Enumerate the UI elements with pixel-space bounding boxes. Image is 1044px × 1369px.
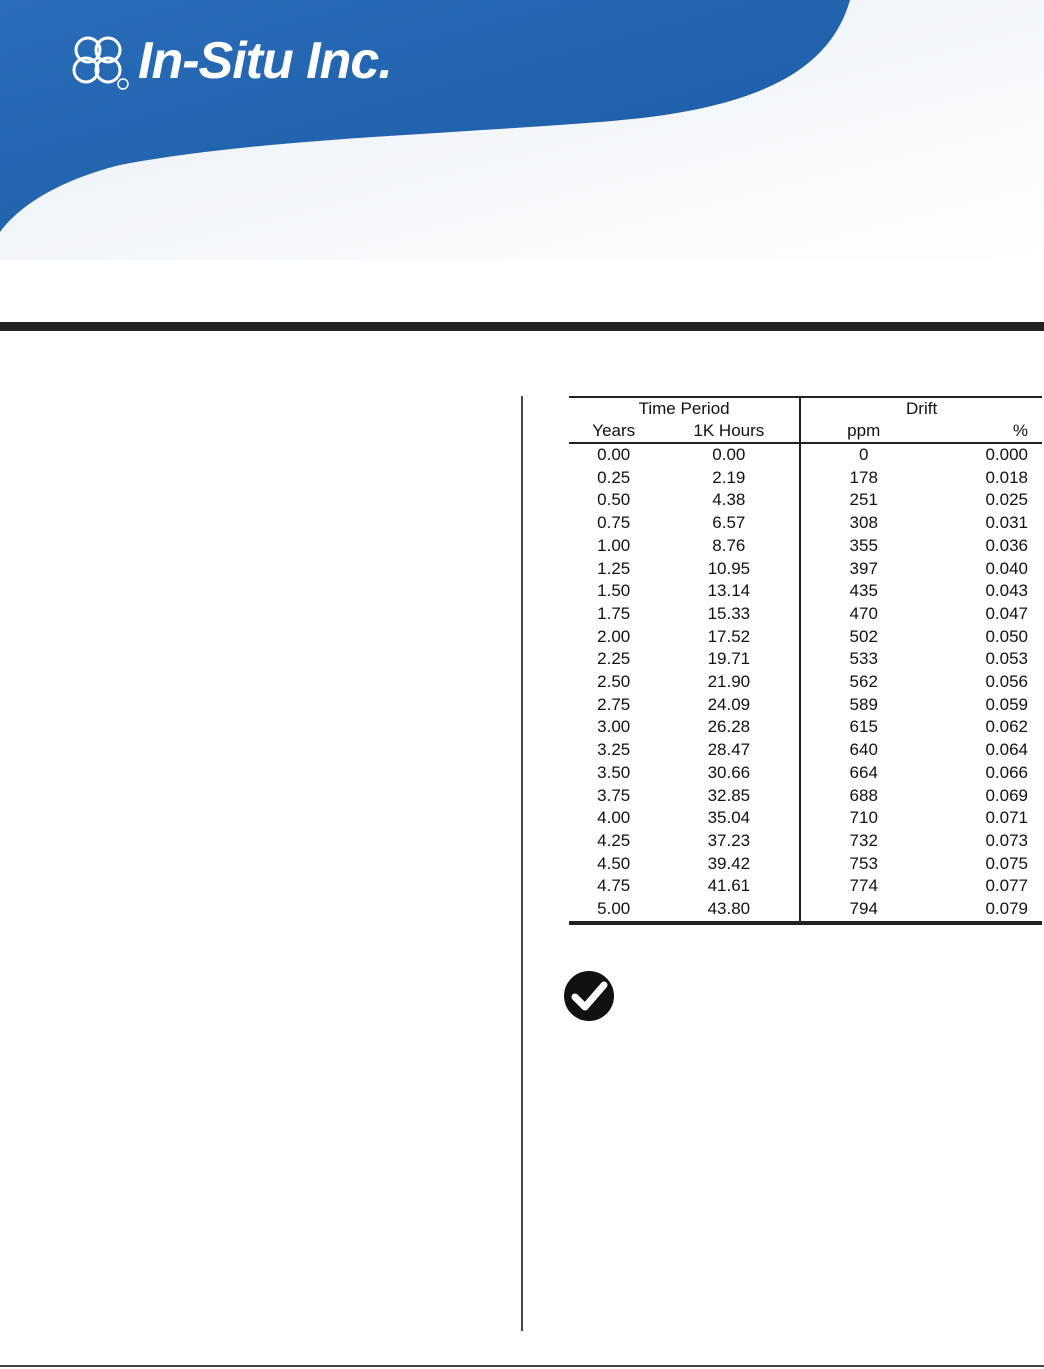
table-cell: 0.00 bbox=[712, 445, 746, 464]
table-row bbox=[569, 648, 1042, 671]
table-cell: 0.50 bbox=[597, 490, 631, 510]
table-row bbox=[569, 830, 1042, 853]
table-cell: 0.066 bbox=[985, 762, 1028, 782]
table-cell: 397 bbox=[800, 558, 926, 581]
table-cell: 24.09 bbox=[707, 694, 751, 714]
footer-rule bbox=[0, 1365, 1044, 1367]
drift-table bbox=[569, 396, 1042, 925]
table-cell: 6.57 bbox=[712, 513, 746, 533]
table-cell: 533 bbox=[800, 648, 926, 671]
table-cell: 0.071 bbox=[985, 808, 1028, 828]
table-row bbox=[569, 739, 1042, 762]
table-cell: 0.25 bbox=[597, 467, 631, 487]
table-cell: 2.19 bbox=[712, 467, 746, 487]
header-rule bbox=[0, 322, 1044, 331]
table-cell: 0.036 bbox=[985, 535, 1028, 555]
table-cell: 0.031 bbox=[985, 513, 1028, 533]
table-cell: 32.85 bbox=[707, 785, 751, 805]
table-cell: 0.077 bbox=[985, 876, 1028, 896]
table-cell: 2.75 bbox=[597, 694, 631, 714]
table-row bbox=[569, 467, 1042, 490]
table-cell: 2.25 bbox=[597, 649, 631, 669]
table-cell: 43.80 bbox=[707, 899, 751, 919]
table-row bbox=[569, 580, 1042, 603]
table-row bbox=[569, 694, 1042, 717]
table-row bbox=[569, 535, 1042, 558]
table-cell: 5.00 bbox=[597, 899, 631, 919]
table-row bbox=[569, 558, 1042, 581]
table-cell: 0.053 bbox=[985, 649, 1028, 669]
time-period-header: Time Period bbox=[638, 399, 730, 418]
table-cell: 0.75 bbox=[597, 513, 631, 533]
table-cell: 251 bbox=[800, 489, 926, 512]
table-cell: 0.075 bbox=[985, 853, 1028, 873]
table-row bbox=[569, 671, 1042, 694]
table-cell: 0.018 bbox=[985, 467, 1028, 487]
table-cell: 37.23 bbox=[707, 830, 751, 850]
table-cell: 615 bbox=[800, 716, 926, 739]
table-cell: 8.76 bbox=[712, 535, 746, 555]
table-cell: 26.28 bbox=[707, 717, 751, 737]
table-cell: 0.00 bbox=[597, 445, 631, 464]
table-cell: 3.50 bbox=[597, 762, 631, 782]
checkmark-icon bbox=[563, 970, 615, 1022]
table-row bbox=[569, 898, 1042, 923]
table-cell: 0.050 bbox=[985, 626, 1028, 646]
company-name: In-Situ Inc. bbox=[138, 32, 392, 90]
column-divider bbox=[521, 396, 523, 1331]
table-row bbox=[569, 875, 1042, 898]
table-cell: 1.25 bbox=[597, 558, 631, 578]
table-cell: 308 bbox=[800, 512, 926, 535]
table-cell: 4.50 bbox=[597, 853, 631, 873]
table-row bbox=[569, 807, 1042, 830]
table-cell: 0.059 bbox=[985, 694, 1028, 714]
table-cell: 794 bbox=[800, 898, 926, 923]
table-row bbox=[569, 626, 1042, 649]
table-row bbox=[569, 716, 1042, 739]
table-cell: 0.043 bbox=[985, 581, 1028, 601]
table-row bbox=[569, 853, 1042, 876]
table-cell: 2.50 bbox=[597, 672, 631, 692]
column-header-hours: 1K Hours bbox=[658, 420, 800, 443]
table-cell: 502 bbox=[800, 626, 926, 649]
table-cell: 710 bbox=[800, 807, 926, 830]
company-logo bbox=[66, 32, 392, 90]
table-cell: 0.000 bbox=[985, 445, 1028, 464]
table-cell: 15.33 bbox=[707, 603, 751, 623]
table-column-header-row bbox=[569, 420, 1042, 443]
table-cell: 0.062 bbox=[985, 717, 1028, 737]
table-cell: 19.71 bbox=[707, 649, 751, 669]
table-cell: 4.38 bbox=[712, 490, 746, 510]
table-cell: 21.90 bbox=[707, 672, 751, 692]
table-cell: 774 bbox=[800, 875, 926, 898]
table-row bbox=[569, 603, 1042, 626]
table-cell: 41.61 bbox=[707, 876, 751, 896]
table-cell: 355 bbox=[800, 535, 926, 558]
table-cell: 0.064 bbox=[985, 740, 1028, 760]
table-cell: 0 bbox=[800, 443, 926, 467]
table-cell: 3.75 bbox=[597, 785, 631, 805]
table-cell: 178 bbox=[800, 467, 926, 490]
table-cell: 4.75 bbox=[597, 876, 631, 896]
table-group-header-row bbox=[569, 397, 1042, 420]
table-cell: 640 bbox=[800, 739, 926, 762]
table-cell: 1.50 bbox=[597, 581, 631, 601]
table-cell: 13.14 bbox=[707, 581, 751, 601]
table-cell: 2.00 bbox=[597, 626, 631, 646]
column-header-percent: % bbox=[926, 420, 1042, 443]
table-cell: 562 bbox=[800, 671, 926, 694]
table-row bbox=[569, 762, 1042, 785]
table-cell: 1.00 bbox=[597, 535, 631, 555]
table-cell: 0.047 bbox=[985, 603, 1028, 623]
table-cell: 3.25 bbox=[597, 740, 631, 760]
table-cell: 0.079 bbox=[985, 899, 1028, 919]
table-cell: 4.00 bbox=[597, 808, 631, 828]
table-cell: 0.040 bbox=[985, 558, 1028, 578]
table-cell: 664 bbox=[800, 762, 926, 785]
clover-logo-icon bbox=[66, 32, 130, 90]
table-row bbox=[569, 785, 1042, 808]
drift-header: Drift bbox=[800, 397, 1042, 420]
column-header-years: Years bbox=[569, 420, 658, 443]
table-cell: 0.056 bbox=[985, 672, 1028, 692]
table-cell: 753 bbox=[800, 853, 926, 876]
table-row bbox=[569, 512, 1042, 535]
table-row bbox=[569, 489, 1042, 512]
table-cell: 28.47 bbox=[707, 740, 751, 760]
table-cell: 0.073 bbox=[985, 830, 1028, 850]
table-cell: 0.069 bbox=[985, 785, 1028, 805]
table-cell: 30.66 bbox=[707, 762, 751, 782]
table-cell: 17.52 bbox=[707, 626, 751, 646]
column-header-ppm: ppm bbox=[800, 420, 926, 443]
table-row bbox=[569, 443, 1042, 467]
table-cell: 39.42 bbox=[707, 853, 751, 873]
table-cell: 35.04 bbox=[707, 808, 751, 828]
table-cell: 589 bbox=[800, 694, 926, 717]
table-cell: 732 bbox=[800, 830, 926, 853]
table-cell: 470 bbox=[800, 603, 926, 626]
table-cell: 4.25 bbox=[597, 830, 631, 850]
table-cell: 3.00 bbox=[597, 717, 631, 737]
table-cell: 0.025 bbox=[985, 490, 1028, 510]
table-cell: 435 bbox=[800, 580, 926, 603]
table-cell: 10.95 bbox=[707, 558, 751, 578]
table-cell: 688 bbox=[800, 785, 926, 808]
table-cell: 1.75 bbox=[597, 603, 631, 623]
